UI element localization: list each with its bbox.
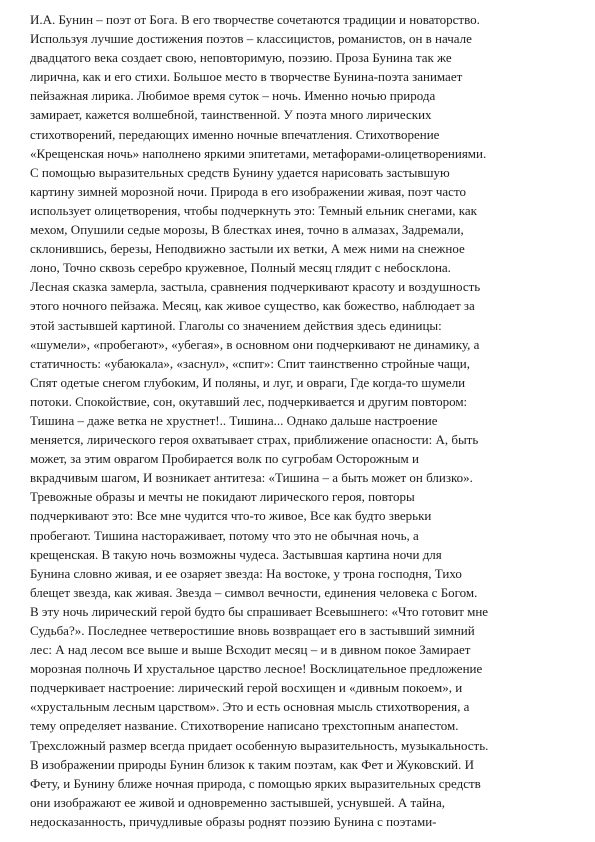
text-line: Фету, и Бунину ближе ночная природа, с помощью ярких выразительных средств: [30, 775, 481, 791]
text-line: этой застывшей картиной. Глаголы со значением действия здесь единицы:: [30, 317, 442, 333]
text-line: морозная полночь И хрустальное царство лесное! Восклицательное предложение: [30, 661, 483, 677]
text-line: может, за этим оврагом Пробирается волк по сугробам Осторожным и: [30, 451, 419, 467]
text-line: В эту ночь лирический герой будто бы спрашивает Всевышнего: «Что готовит мне: [30, 603, 489, 619]
text-line: использует олицетворения, чтобы подчеркнуть это: Темный ельник снегами, как: [30, 202, 477, 218]
text-line: склонившись, березы, Неподвижно застыли их ветки, А меж ними на снежное: [30, 241, 465, 257]
text-line: тему определяет название. Стихотворение написано трехстопным анапестом.: [30, 718, 459, 734]
text-line: С помощью выразительных средств Бунину удается нарисовать застывшую: [30, 164, 450, 180]
text-line: блещет звезда, как живая. Звезда – символ вечности, единения человека с Богом.: [30, 584, 478, 600]
text-line: лоно, Точно сквозь серебро кружевное, Полный месяц глядит с небосклона.: [30, 260, 451, 276]
essay-text: [30, 10, 570, 831]
text-line: лес: А над лесом все выше и выше Всходит месяц – и в дивном покое Замирает: [30, 642, 471, 658]
text-line: Трехсложный размер всегда придает особенную выразительность, музыкальность.: [30, 737, 489, 753]
text-line: Тишина – даже ветка не хрустнет!.. Тишина... Однако дальше настроение: [30, 412, 438, 428]
text-line: В изображении природы Бунин близок к таким поэтам, как Фет и Жуковский. И: [30, 756, 474, 772]
text-line: меняется, лирического героя охватывает страх, приближение опасности: А, быть: [30, 432, 479, 448]
text-line: «шумели», «пробегают», «убегая», в основном они подчеркивают не динамику, а: [30, 336, 480, 352]
text-line: лирична, как и его стихи. Большое место в творчестве Бунина-поэта занимает: [30, 69, 463, 85]
text-line: пейзажная лирика. Любимое время суток – ночь. Именно ночью природа: [30, 88, 436, 104]
text-line: Тревожные образы и мечты не покидают лирического героя, повторы: [30, 489, 415, 505]
text-line: пробегают. Тишина настораживает, потому что это не обычная ночь, а: [30, 527, 419, 543]
text-line: Бунина словно живая, и ее озаряет звезда: На востоке, у трона господня, Тихо: [30, 565, 462, 581]
text-line: Используя лучшие достижения поэтов – классицистов, романистов, он в начале: [30, 31, 472, 47]
text-line: стихотворений, передающих именно ночные впечатления. Стихотворение: [30, 126, 440, 142]
text-line: «хрустальным лесным царством». Это и есть основная мысль стихотворения, а: [30, 699, 470, 715]
text-line: они изображают ее живой и одновременно застывшей, уснувшей. А тайна,: [30, 794, 445, 810]
text-line: статичность: «убаюкала», «заснул», «спит»: Спит таинственно стройные чащи,: [30, 355, 470, 371]
text-line: «Крещенская ночь» наполнено яркими эпитетами, метафорами-олицетворениями.: [30, 145, 487, 161]
text-line: двадцатого века создает свою, неповторимую, поэзию. Проза Бунина так же: [30, 50, 452, 66]
text-line: картину зимней морозной ночи. Природа в его изображении живая, поэт часто: [30, 183, 466, 199]
text-line: потоки. Спокойствие, сон, окутавший лес, подчеркивается и другим повтором:: [30, 393, 468, 409]
text-line: Спят одетые снегом глубоким, И поляны, и луг, и овраги, Где когда-то шумели: [30, 374, 466, 390]
text-line: замирает, кажется волшебной, таинственной. У поэта много лирических: [30, 107, 432, 123]
text-line: И.А. Бунин – поэт от Бога. В его творчестве сочетаются традиции и новаторство.: [30, 12, 480, 27]
text-line: вкрадчивым шагом, И возникает антитеза: «Тишина – а быть может он близко».: [30, 470, 473, 486]
text-line: подчеркивают это: Все мне чудится что-то живое, Все как будто зверьки: [30, 508, 432, 524]
text-line: Лесная сказка замерла, застыла, сравнения подчеркивают красоту и воздушность: [30, 279, 481, 295]
text-line: подчеркивает настроение: лирический герой восхищен и «дивным покоем», и: [30, 680, 463, 696]
text-line: крещенская. В такую ночь возможны чудеса. Застывшая картина ночи для: [30, 546, 442, 562]
text-line: мехом, Опушили седые морозы, В блестках инея, точно в алмазах, Задремали,: [30, 222, 464, 238]
text-line: Судьба?». Последнее четверостишие вновь возвращает его в застывший зимний: [30, 623, 475, 638]
text-line: этого ночного пейзажа. Месяц, как живое существо, как божество, наблюдает за: [30, 298, 475, 314]
text-line: недосказанность, причудливые образы роднят поэзию Бунина с поэтами-: [30, 813, 437, 829]
